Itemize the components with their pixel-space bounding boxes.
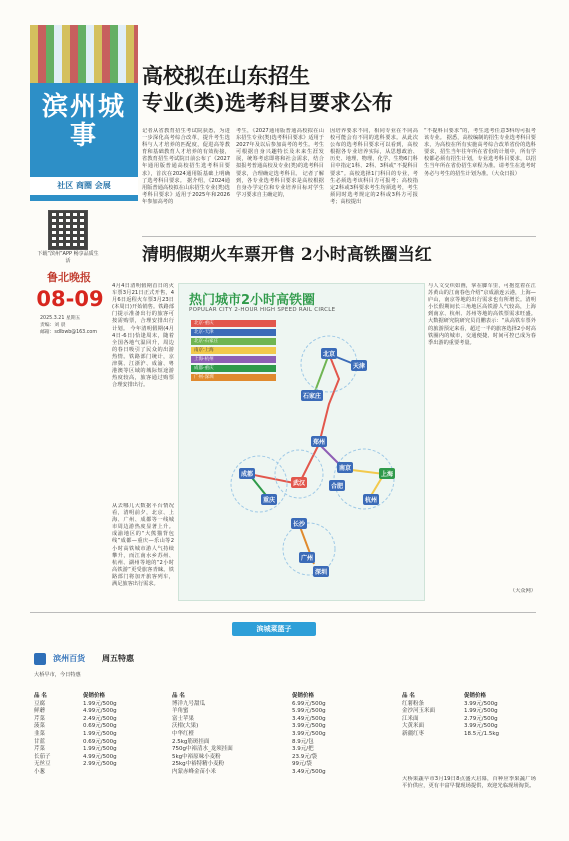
- table-row: [172, 708, 372, 716]
- legend-item: 上海-杭州: [191, 356, 276, 363]
- item-name: 韭菜: [34, 730, 46, 737]
- item-name: 红薯粉条: [402, 700, 425, 707]
- table-row: [402, 708, 536, 716]
- item-price: 18.5元/1.5kg: [464, 730, 500, 737]
- city-label: 上海: [379, 468, 395, 479]
- article1-headline[interactable]: [142, 62, 442, 116]
- item-price: 1.99元/500g: [83, 746, 117, 753]
- item-name: 内蒙赤峰金苗小米: [172, 768, 217, 775]
- section-title: 滨州城事: [41, 92, 126, 151]
- legend-item: 北京-重庆: [191, 320, 276, 327]
- item-name: 沃柑(大果): [172, 723, 199, 730]
- table-row: [402, 723, 536, 731]
- table-row: [34, 761, 159, 769]
- table-row: [172, 731, 372, 739]
- divider: [142, 236, 536, 237]
- legend-item: 成都-重庆: [191, 365, 276, 372]
- item-price: 3.99元/500g: [464, 700, 498, 707]
- city-label: 杭州: [363, 494, 379, 505]
- city-label: 天津: [351, 360, 367, 371]
- item-name: 芹菜: [34, 746, 46, 753]
- price-header: 促销价格: [292, 693, 315, 699]
- market-subtitle: 大桥早市，今日特惠: [34, 672, 81, 678]
- table-header: [402, 693, 536, 701]
- item-price: 3.49元/500g: [292, 715, 326, 722]
- article2-col1: 4月4日清明假期首日的火车票3月21日正式开售，4月6日返程火车票3月23日(本周日)开始销售。铁路部门提示准备出行的旅客可按需购票，合理安排出行计划。 今年清明假期(4月4日-6日)恰逢周末，随着全国各地气温回升，周边的春日吸引了民众的出游热情。铁路部门统计，京津冀、江浙沪、成渝、粤港澳等区域的城际短途游热度较高，旅客通过购票合理安排出行。: [112, 283, 174, 389]
- article1-col4: “不提科目要求”的，考生选考任意3科均可报考该专业。 据悉，高校编制的招生专业选考科目要求，为高校在所有实施高考综合改革省份的选科要求，招生当年往年所在省份的计划中，所有学校都必须有招生计划，专业选考科目要求，以招生当年所在省份招生章程为准。请考生在选考时务必与考生的招生计划为准。（大众日报）: [424, 128, 536, 177]
- issue-info: [40, 315, 104, 336]
- article1-col3: 因培养要求不同，相同专业在不同高校可能会有不同的选科要求。从此次公布的选考科目要求可以看到，高校根据各专业培养实际，从思想政治、历史、地理、物理、化学、生物6门科目中指定1科、2科、3科或“不提科目要求”。高校选择1门科目的专业，考生必须选考该科目方可报考；高校指定2科或3科要求考生均须选考，考生须同时选考规定的2科或3科方可报考；高校提出: [330, 128, 418, 205]
- item-name: 富士苹果: [172, 715, 195, 722]
- table-row: [34, 769, 159, 777]
- table-row: [172, 716, 372, 724]
- city-label: 南京: [337, 462, 353, 473]
- map-subtitle: POPULAR CITY 2-HOUR HIGH SPEED RAIL CIRCLE: [189, 307, 336, 313]
- issue-date: 2025.3.21 星期五: [40, 316, 81, 321]
- item-price: 3.9元/把: [292, 746, 314, 753]
- item-name: 芹菜: [34, 715, 46, 722]
- item-name: 新疆红枣: [402, 730, 425, 737]
- store-logo: [34, 648, 94, 668]
- legend-item: 南京-上海: [191, 347, 276, 354]
- item-name: 金沙河玉米面: [402, 708, 436, 715]
- item-price: 5.99元/500g: [292, 708, 326, 715]
- item-price: 23.9元/袋: [292, 753, 318, 760]
- item-price: 8.9元/包: [292, 738, 314, 745]
- city-label: 广州: [299, 552, 315, 563]
- item-name: 菠菜: [34, 723, 46, 730]
- article2-headline[interactable]: 清明假期火车票开售 2小时高铁圈当红: [142, 245, 432, 265]
- city-label: 长沙: [291, 518, 307, 529]
- article1-col2: 考生，《2027通用版普通高校拟在山东招生专业(类)选考科目要求》适用于2027年及以后参加高考的考生。考生可根据自身兴趣特长及未来生涯发展，统筹考虑即将和社会需求，结合拟报考普通高校及专业(类)的选考科目要求，合理确定选考科目。 记者了解到，各专业选考科目要求是高校根据自身办学定位和专业培养目标对学生学习要求自主确定的，: [236, 128, 324, 198]
- item-price: 3.49元/500g: [292, 768, 326, 775]
- store-name: 滨州百货: [53, 654, 86, 663]
- city-label: 郑州: [311, 436, 327, 447]
- newspaper-logo: 鲁北晚报: [47, 271, 91, 284]
- table-row: [34, 723, 159, 731]
- item-name: 鲜蘑: [34, 708, 46, 715]
- table-row: [172, 746, 372, 754]
- city-label: 重庆: [261, 494, 277, 505]
- item-price: 4.99元/500g: [83, 753, 117, 760]
- table-row: [172, 761, 372, 769]
- item-price: 99元/袋: [292, 761, 312, 768]
- item-name: 大黄米面: [402, 723, 425, 730]
- name-header: 品 名: [172, 693, 185, 699]
- legend-item: 广州-深圳: [191, 374, 276, 381]
- item-price: 2.49元/500g: [83, 715, 117, 722]
- article1-col1: 记者从省教育招生考试院获悉，为进一步深化高考综合改革，提升考生选科与人才培养的匹配度，促进高等教育和基础教育人才培养的有效衔接，省教育招生考试院日前公布了《2027年通用版普通高校招生选考科目要求》，首次在2024通用版基础上明确了选考科目要求。 据介绍，《2024通用版普通高校拟在山东招生专业(类)选考科目要求》适用于2025年和2026年参加高考的: [142, 128, 230, 205]
- item-name: 中华红橙: [172, 730, 195, 737]
- issue-email: 邮箱：sdlbwb@163.com: [40, 330, 98, 335]
- article2-col3: 与人文交织如画，掌在脚车里，可抱览着在江苏黄山的江南春色介绍”京成渝连云港，上海—庐山，南京等地的出行需求也有所增长。清明小长假期间长三角地区高铁游人气较高，上海到南京、杭州、苏州等地的高铁票需求旺盛。 大数据研究院研究员肖鹏表示：“从高铁车票外的旅游预定来看，超过一半的旅客选择2小时高铁圈内的城市，交通便捷、时间可控已成为春季出游的重要考量。: [428, 283, 536, 346]
- item-name: 无丝豆: [34, 761, 51, 768]
- masthead-illustration: [30, 25, 138, 83]
- item-price: 0.69元/500g: [83, 738, 117, 745]
- article1-title-line1: 高校拟在山东招生: [142, 63, 310, 88]
- table-row: [172, 769, 372, 777]
- city-label: 深圳: [313, 566, 329, 577]
- table-row: [172, 723, 372, 731]
- table-row: [402, 731, 536, 739]
- rail-map-infographic: [178, 283, 425, 601]
- price-column-3: [402, 693, 536, 739]
- market-banner: 滨城菜篮子: [232, 622, 316, 636]
- store-logo-icon: [34, 653, 46, 665]
- issue-editor: 责编：刘 晨: [40, 323, 66, 328]
- item-price: 1.99元/500g: [83, 730, 117, 737]
- qr-caption: 下载“滨州”APP 畅享品质生活: [37, 251, 99, 264]
- price-header: 促销价格: [83, 693, 106, 699]
- item-name: 江米面: [402, 715, 419, 722]
- page-number: 08-09: [36, 287, 104, 311]
- city-label: 石家庄: [301, 390, 323, 401]
- article2-col2: 从去哪儿大数据平台情况看，清明前夕，北京、上海、广州、成都等一线城市周边游热度显著上升。成渝地区的“大熊猫背包线”成都—重庆—乐山等2小时高铁城市游人气持续攀升，而江南水乡苏州、杭州、湖州等地的“2小时高铁游”更受旅客青睐。铁路部门将加开旅客列车，满足旅客出行需求。: [112, 503, 174, 588]
- item-price: 3.99元/500g: [292, 723, 326, 730]
- item-name: 25kg中裕特精小麦粉: [172, 761, 225, 768]
- item-price: 2.79元/500g: [464, 715, 498, 722]
- table-row: [172, 701, 372, 709]
- table-row: [34, 708, 159, 716]
- item-price: 1.99元/500g: [464, 708, 498, 715]
- legend-item: 北京-石家庄: [191, 338, 276, 345]
- table-row: [34, 731, 159, 739]
- market-title: 周五特惠: [102, 654, 134, 663]
- item-price: 3.99元/500g: [292, 730, 326, 737]
- table-header: [172, 693, 372, 701]
- price-header: 促销价格: [464, 693, 487, 699]
- article2-source: （大众网）: [510, 588, 536, 594]
- article1-title-line2: 专业(类)选考科目要求公布: [142, 90, 393, 115]
- section-subtitle: 社区 商圈 会展: [30, 177, 138, 195]
- item-name: 博洋九号甜瓜: [172, 700, 206, 707]
- item-name: 750g中裕清水_龙须挂面: [172, 746, 233, 753]
- item-name: 长茄子: [34, 753, 51, 760]
- item-name: 甘蓝: [34, 738, 46, 745]
- item-name: 5kg中裕原味小麦粉: [172, 753, 221, 760]
- city-label: 武汉: [291, 477, 307, 488]
- legend-item: 北京-天津: [191, 329, 276, 336]
- name-header: 品 名: [34, 693, 47, 699]
- item-price: 4.99元/500g: [83, 708, 117, 715]
- item-price: 2.99元/500g: [83, 761, 117, 768]
- divider: [30, 612, 536, 613]
- city-label: 合肥: [329, 480, 345, 491]
- item-price: 6.99元/500g: [292, 700, 326, 707]
- price-column-2: [172, 693, 372, 777]
- item-name: 羊角蜜: [172, 708, 189, 715]
- masthead-banner: [30, 25, 138, 201]
- market-note: 大桥果蔬早市3月19日8点盛大启幕，百种应季果蔬广场平价供应，更有丰富早餐现场提供，欢迎光临现场淘货。: [402, 776, 536, 790]
- price-column-1: [34, 693, 159, 777]
- item-name: 豆腐: [34, 700, 46, 707]
- city-label: 北京: [321, 348, 337, 359]
- item-price: 3.99元/500g: [464, 723, 498, 730]
- map-title: 热门城市2小时高铁圈: [189, 293, 316, 308]
- item-price: 1.99元/500g: [83, 700, 117, 707]
- table-header: [34, 693, 159, 701]
- table-row: [34, 746, 159, 754]
- item-name: 2.5kg筋斑挂面: [172, 738, 210, 745]
- item-price: 0.69元/500g: [83, 723, 117, 730]
- item-name: 小葱: [34, 768, 46, 775]
- qr-code-icon[interactable]: [48, 210, 88, 250]
- city-label: 成都: [239, 468, 255, 479]
- name-header: 品 名: [402, 693, 415, 699]
